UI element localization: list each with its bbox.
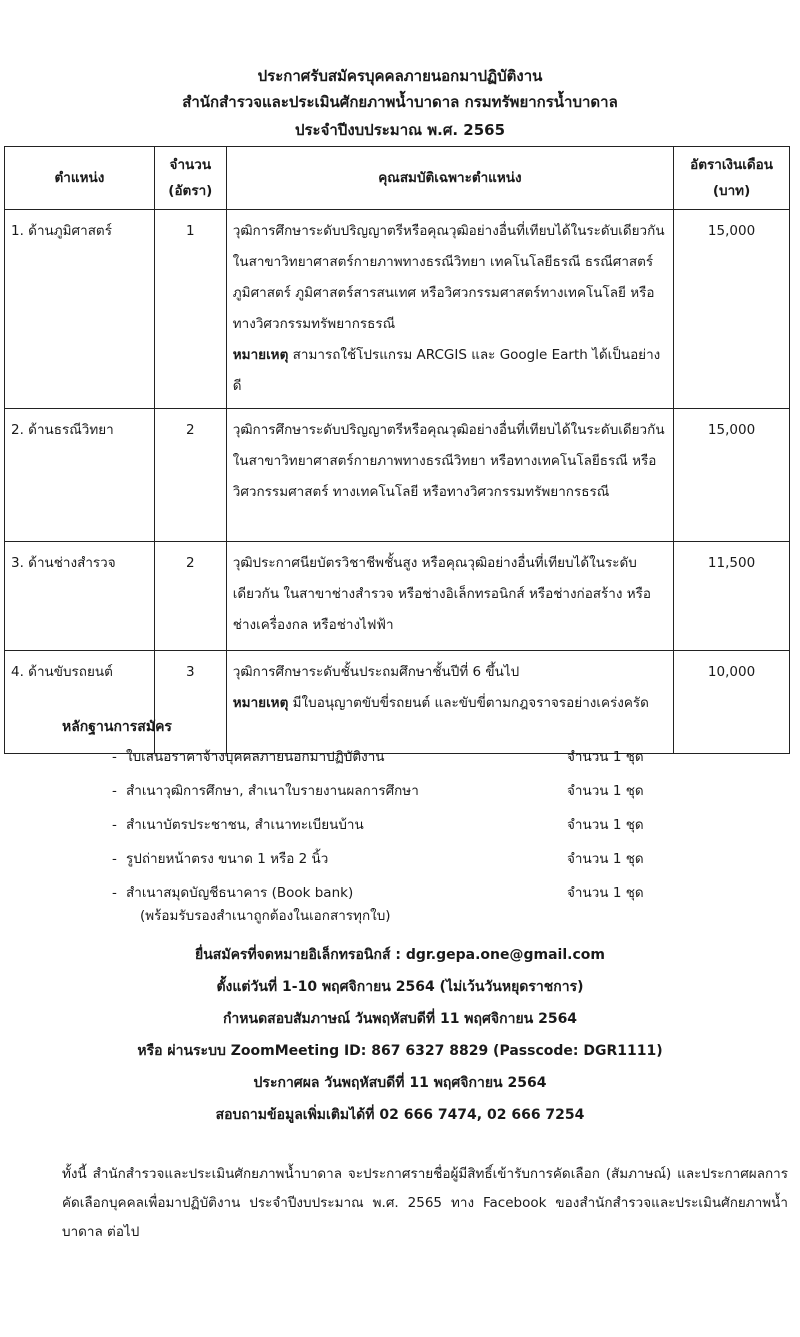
- evidence-item-qty: จำนวน 1 ชุด: [567, 885, 644, 901]
- email-line: ยื่นสมัครที่จดหมายอิเล็กทรอนิกส์ : dgr.gepa.one@gmail.com: [195, 947, 605, 963]
- qualification-text: วุฒิการศึกษาระดับปริญญาตรีหรือคุณวุฒิอย่างอื่นที่เทียบได้ในระดับเดียวกัน ในสาขาวิทยาศาสตร์กายภาพทางธรณีวิทยา เทคโนโลยีธรณี ธรณีศาสตร์ ภูมิศาสตร์ ภูมิศาสตร์สารสนเทศ หรือวิศวกรรมศาสตร์ทางเทคโนโลยี หรือทางวิศวกรรมทรัพยากรธรณี: [232, 223, 665, 332]
- evidence-footnote: (พร้อมรับรองสำเนาถูกต้องในเอกสารทุกใบ): [140, 908, 391, 924]
- interview-line: กำหนดสอบสัมภาษณ์ วันพฤหัสบดีที่ 11 พฤศจิกายน 2564: [222, 1011, 578, 1027]
- count-cell: 2: [154, 409, 226, 542]
- qualification-cell: [226, 651, 673, 754]
- table-row: [5, 210, 790, 409]
- evidence-item-label: ใบเสนอราคาจ้างบุคคลภายนอกมาปฏิบัติงาน: [126, 749, 385, 765]
- evidence-item-qty: จำนวน 1 ชุด: [567, 851, 644, 867]
- qualification-cell: วุฒิประกาศนียบัตรวิชาชีพชั้นสูง หรือคุณวุฒิอย่างอื่นที่เทียบได้ในระดับเดียวกัน ในสาขาช่างสำรวจ หรือช่างอิเล็กทรอนิกส์ หรือช่างก่อสร้าง หรือช่างเครื่องกล หรือช่างไฟฟ้า: [226, 542, 673, 651]
- note-label: หมายเหตุ: [232, 695, 289, 711]
- evidence-list: [112, 745, 672, 915]
- zoom-line: หรือ ผ่านระบบ ZoomMeeting ID: 867 6327 8829 (Passcode: DGR1111): [137, 1043, 663, 1059]
- doc-title-line3: ประจำปีงบประมาณ พ.ศ. 2565: [294, 121, 506, 139]
- position-cell: 1. ด้านภูมิศาสตร์: [5, 210, 155, 409]
- evidence-item-label: รูปถ่ายหน้าตรง ขนาด 1 หรือ 2 นิ้ว: [126, 851, 329, 867]
- positions-table: [4, 146, 790, 754]
- count-cell: 3: [154, 651, 226, 754]
- bullet-dash: -: [112, 749, 117, 765]
- bullet-dash: -: [112, 885, 117, 901]
- date-line: ตั้งแต่วันที่ 1-10 พฤศจิกายน 2564 (ไม่เว้นวันหยุดราชการ): [216, 979, 584, 995]
- evidence-item-label: สำเนาบัตรประชาชน, สำเนาทะเบียนบ้าน: [126, 817, 364, 833]
- closing-paragraph: ทั้งนี้ สำนักสำรวจและประเมินศักยภาพน้ำบาดาล จะประกาศรายชื่อผู้มีสิทธิ์เข้ารับการคัดเลือก (สัมภาษณ์) และประกาศผลการคัดเลือกบุคคลเพื่อมาปฏิบัติงาน ประจำปีงบประมาณ พ.ศ. 2565 ทาง Facebook ของสำนักสำรวจและประเมินศักยภาพน้ำบาดาล ต่อไป: [62, 1166, 788, 1240]
- position-cell: 3. ด้านช่างสำรวจ: [5, 542, 155, 651]
- salary-cell: 15,000: [674, 409, 790, 542]
- count-cell: 1: [154, 210, 226, 409]
- salary-cell: 11,500: [674, 542, 790, 651]
- note-text: สามารถใช้โปรแกรม ARCGIS และ Google Earth ได้เป็นอย่างดี: [232, 347, 661, 394]
- header-qualification: คุณสมบัติเฉพาะตำแหน่ง: [226, 147, 673, 210]
- evidence-item-label: สำเนาวุฒิการศึกษา, สำเนาใบรายงานผลการศึกษา: [126, 783, 419, 799]
- position-cell: 2. ด้านธรณีวิทยา: [5, 409, 155, 542]
- evidence-item-qty: จำนวน 1 ชุด: [567, 783, 644, 799]
- bullet-dash: -: [112, 783, 117, 799]
- header-count: จำนวน (อัตรา): [154, 147, 226, 210]
- list-item: [112, 813, 672, 847]
- list-item: [112, 779, 672, 813]
- result-line: ประกาศผล วันพฤหัสบดีที่ 11 พฤศจิกายน 2564: [253, 1075, 547, 1091]
- salary-cell: 15,000: [674, 210, 790, 409]
- evidence-item-qty: จำนวน 1 ชุด: [567, 749, 644, 765]
- evidence-item-label: สำเนาสมุดบัญชีธนาคาร (Book bank): [126, 885, 354, 901]
- contact-line: สอบถามข้อมูลเพิ่มเติมได้ที่ 02 666 7474, 02 666 7254: [215, 1107, 585, 1123]
- qualification-text: วุฒิการศึกษาระดับชั้นประถมศึกษาชั้นปีที่ 6 ขึ้นไป: [232, 664, 520, 680]
- note-label: หมายเหตุ: [232, 347, 289, 363]
- position-cell: 4. ด้านขับรถยนต์: [5, 651, 155, 754]
- bullet-dash: -: [112, 851, 117, 867]
- qualification-cell: วุฒิการศึกษาระดับปริญญาตรีหรือคุณวุฒิอย่างอื่นที่เทียบได้ในระดับเดียวกัน ในสาขาวิทยาศาสตร์กายภาพทางธรณีวิทยา หรือทางเทคโนโลยีธรณี หรือวิศวกรรมศาสตร์ ทางเทคโนโลยี หรือทางวิศวกรรมทรัพยากรธรณี: [226, 409, 673, 542]
- table-row: [5, 542, 790, 651]
- qualification-cell: [226, 210, 673, 409]
- table-header-row: [5, 147, 790, 210]
- list-item: [112, 847, 672, 881]
- header-position: ตำแหน่ง: [5, 147, 155, 210]
- table-row: [5, 409, 790, 542]
- note-text: มีใบอนุญาตขับขี่รถยนต์ และขับขี่ตามกฎจราจรอย่างเคร่งครัด: [288, 695, 649, 711]
- doc-title-line2: สำนักสำรวจและประเมินศักยภาพน้ำบาดาล กรมทรัพยากรน้ำบาดาล: [182, 93, 618, 111]
- table-row: [5, 651, 790, 754]
- header-salary: อัตราเงินเดือน (บาท): [674, 147, 790, 210]
- evidence-heading: หลักฐานการสมัคร: [62, 719, 172, 735]
- evidence-item-qty: จำนวน 1 ชุด: [567, 817, 644, 833]
- count-cell: 2: [154, 542, 226, 651]
- doc-title-line1: ประกาศรับสมัครบุคคลภายนอกมาปฏิบัติงาน: [257, 67, 543, 85]
- salary-cell: 10,000: [674, 651, 790, 754]
- bullet-dash: -: [112, 817, 117, 833]
- list-item: [112, 745, 672, 779]
